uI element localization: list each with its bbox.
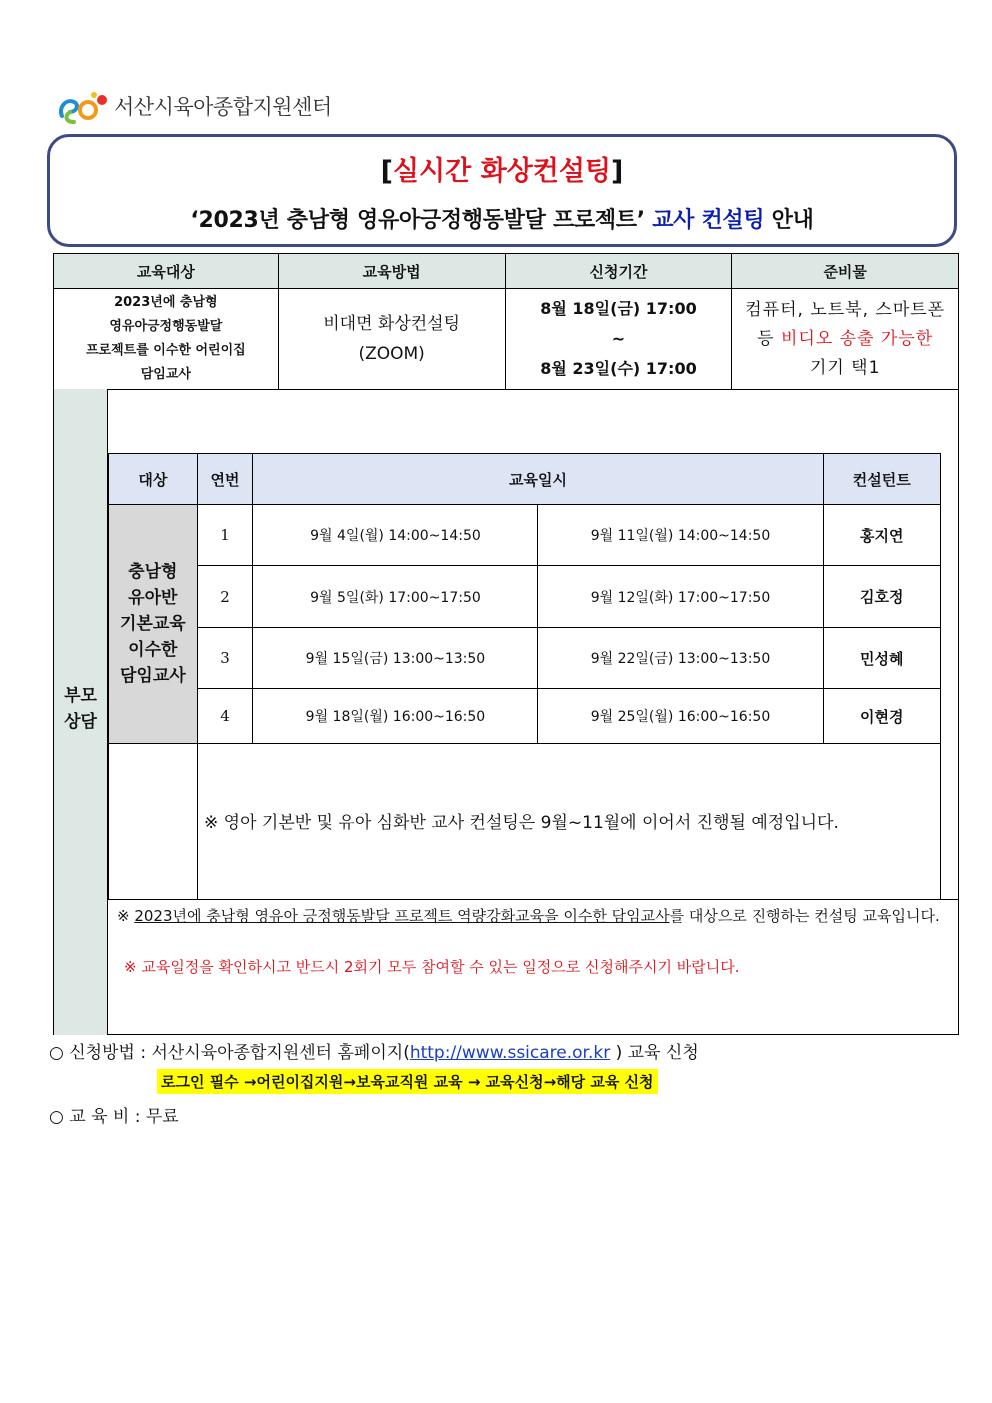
sub-title: ‘2023년 충남형 영유아긍정행동발달 프로젝트’ 교사 컨설팅 안내 [190, 208, 814, 233]
footnote-divider [108, 899, 959, 900]
row-date2: 9월 25일(월) 16:00~16:50 [538, 689, 823, 744]
sched-header-consultant: 컨설턴트 [823, 454, 941, 505]
row-no: 3 [197, 628, 253, 689]
prep-cell: 컴퓨터, 노트북, 스마트폰 등 비디오 송출 가능한 기기 택1 [732, 289, 959, 390]
header-target: 교육대상 [54, 254, 279, 289]
header-prep: 준비물 [732, 254, 959, 289]
row-date1: 9월 5일(화) 17:00~17:50 [253, 566, 538, 628]
period-cell: 8월 18일(금) 17:00 ~ 8월 23일(수) 17:00 [505, 289, 732, 390]
schedule-note: ※ 영아 기본반 및 유아 심화반 교사 컨설팅은 9월~11월에 이어서 진행될 예정입니다. [204, 813, 839, 833]
title-box [47, 134, 957, 247]
apply-steps: 로그인 필수 →어린이집지원→보육교직원 교육 → 교육신청→해당 교육 신청 [157, 1069, 658, 1094]
fee-info: ○ 교 육 비 : 무료 [49, 1107, 179, 1127]
sched-header-no: 연번 [197, 454, 253, 505]
target-group-cell: 충남형 유아반 기본교육 이수한 담임교사 [109, 505, 198, 744]
table-row [109, 628, 941, 689]
header-method: 교육방법 [278, 254, 505, 289]
table-row [109, 505, 941, 566]
target-cell: 2023년에 충남형 영유아긍정행동발달 프로젝트를 이수한 어린이집 담임교사 [54, 289, 279, 390]
sched-header-datetime: 교육일시 [253, 454, 823, 505]
row-date2: 9월 12일(화) 17:00~17:50 [538, 566, 823, 628]
row-consultant: 김호정 [823, 566, 941, 628]
header-period: 신청기간 [505, 254, 732, 289]
homepage-link[interactable]: http://www.ssicare.or.kr [409, 1043, 611, 1063]
row-no: 4 [197, 689, 253, 744]
row-date2: 9월 11일(월) 14:00~14:50 [538, 505, 823, 566]
info-table [53, 253, 959, 390]
table-row [109, 566, 941, 628]
org-logo [56, 86, 332, 126]
apply-method: ○ 신청방법 : 서산시육아종합지원센터 홈페이지(http://www.ssicare.or.kr ) 교육 신청 [49, 1043, 699, 1063]
main-title: [실시간 화상컨설팅] [380, 156, 624, 187]
sub-title-highlight: 교사 컨설팅 [652, 208, 765, 233]
table-row [109, 689, 941, 744]
row-no: 1 [197, 505, 253, 566]
main-title-text: 실시간 화상컨설팅 [392, 156, 612, 187]
footnote-target: ※ 2023년에 충남형 영유아 긍정행동발달 프로젝트 역량강화교육을 이수한 담임교사를 대상으로 진행하는 컨설팅 교육입니다. [117, 907, 940, 925]
row-date1: 9월 18일(월) 16:00~16:50 [253, 689, 538, 744]
row-consultant: 홍지연 [823, 505, 941, 566]
note-left-cell [108, 743, 197, 900]
row-date2: 9월 22일(금) 13:00~13:50 [538, 628, 823, 689]
row-consultant: 민성혜 [823, 628, 941, 689]
org-logo-icon [56, 86, 112, 126]
row-no: 2 [197, 566, 253, 628]
org-name: 서산시육아종합지원센터 [114, 95, 332, 119]
row-date1: 9월 4일(월) 14:00~14:50 [253, 505, 538, 566]
parent-counseling-label: 부모 상담 [64, 686, 97, 732]
method-cell: 비대면 화상컨설팅 (ZOOM) [278, 289, 505, 390]
footnote-warning: ※ 교육일정을 확인하시고 반드시 2회기 모두 참여할 수 있는 일정으로 신청해주시기 바랍니다. [124, 958, 740, 976]
row-date1: 9월 15일(금) 13:00~13:50 [253, 628, 538, 689]
row-consultant: 이현경 [823, 689, 941, 744]
sched-header-target: 대상 [109, 454, 198, 505]
schedule-table [108, 453, 941, 744]
